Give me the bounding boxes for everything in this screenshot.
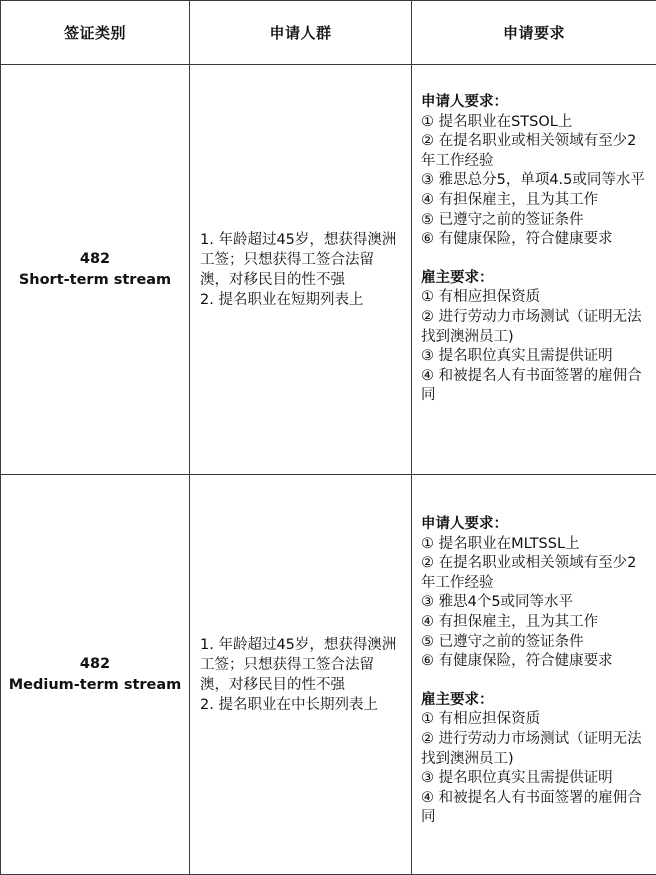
group-item: 1. 年龄超过45岁，想获得澳洲工签；只想获得工签合法留澳，对移民目的性不强 (200, 635, 401, 695)
employer-requirements-title: 雇主要求： (421, 691, 648, 711)
visa-stream: Medium-term stream (1, 675, 189, 696)
applicant-requirement-item: ⑤ 已遵守之前的签证条件 (421, 211, 648, 231)
visa-code: 482 (1, 654, 189, 675)
applicant-requirements-title: 申请人要求： (421, 515, 648, 535)
applicant-requirement-item: ② 在提名职业或相关领域有至少2年工作经验 (421, 132, 648, 171)
applicant-requirement-item: ① 提名职业在MLTSSL上 (421, 535, 648, 555)
table-row (1, 65, 656, 475)
header-requirements: 申请要求 (412, 1, 656, 65)
requirements-cell (412, 65, 656, 475)
employer-requirement-item: ① 有相应担保资质 (421, 710, 648, 730)
applicant-requirement-item: ⑤ 已遵守之前的签证条件 (421, 633, 648, 653)
employer-requirement-item: ② 进行劳动力市场测试（证明无法找到澳洲员工) (421, 308, 648, 347)
visa-type-cell (1, 65, 190, 475)
visa-stream: Short-term stream (1, 270, 189, 291)
visa-code: 482 (1, 249, 189, 270)
applicant-requirement-item: ⑥ 有健康保险，符合健康要求 (421, 230, 648, 250)
table-header-row (1, 1, 656, 65)
applicant-requirement-item: ② 在提名职业或相关领域有至少2年工作经验 (421, 554, 648, 593)
employer-requirement-item: ④ 和被提名人有书面签署的雇佣合同 (421, 367, 648, 406)
group-item: 2. 提名职业在中长期列表上 (200, 695, 401, 715)
visa-type-cell (1, 475, 190, 875)
applicant-requirements-title: 申请人要求： (421, 93, 648, 113)
applicant-requirement-item: ④ 有担保雇主，且为其工作 (421, 191, 648, 211)
applicant-requirement-item: ④ 有担保雇主，且为其工作 (421, 613, 648, 633)
applicant-requirement-item: ① 提名职业在STSOL上 (421, 113, 648, 133)
applicant-group-cell (190, 65, 412, 475)
applicant-requirement-item: ③ 雅思总分5，单项4.5或同等水平 (421, 171, 648, 191)
group-item: 2. 提名职业在短期列表上 (200, 290, 401, 310)
employer-requirements-title: 雇主要求： (421, 269, 648, 289)
employer-requirement-item: ① 有相应担保资质 (421, 288, 648, 308)
group-item: 1. 年龄超过45岁，想获得澳洲工签；只想获得工签合法留澳，对移民目的性不强 (200, 230, 401, 290)
employer-requirement-item: ④ 和被提名人有书面签署的雇佣合同 (421, 789, 648, 828)
employer-requirement-item: ③ 提名职位真实且需提供证明 (421, 347, 648, 367)
applicant-group-cell (190, 475, 412, 875)
employer-requirement-item: ② 进行劳动力市场测试（证明无法找到澳洲员工) (421, 730, 648, 769)
section-spacer (421, 250, 648, 269)
table-row (1, 475, 656, 875)
header-visa-type: 签证类别 (1, 1, 190, 65)
employer-requirement-item: ③ 提名职位真实且需提供证明 (421, 769, 648, 789)
requirements-cell (412, 475, 656, 875)
applicant-requirement-item: ⑥ 有健康保险，符合健康要求 (421, 652, 648, 672)
applicant-requirement-item: ③ 雅思4个5或同等水平 (421, 593, 648, 613)
header-applicant-group: 申请人群 (190, 1, 412, 65)
section-spacer (421, 672, 648, 691)
